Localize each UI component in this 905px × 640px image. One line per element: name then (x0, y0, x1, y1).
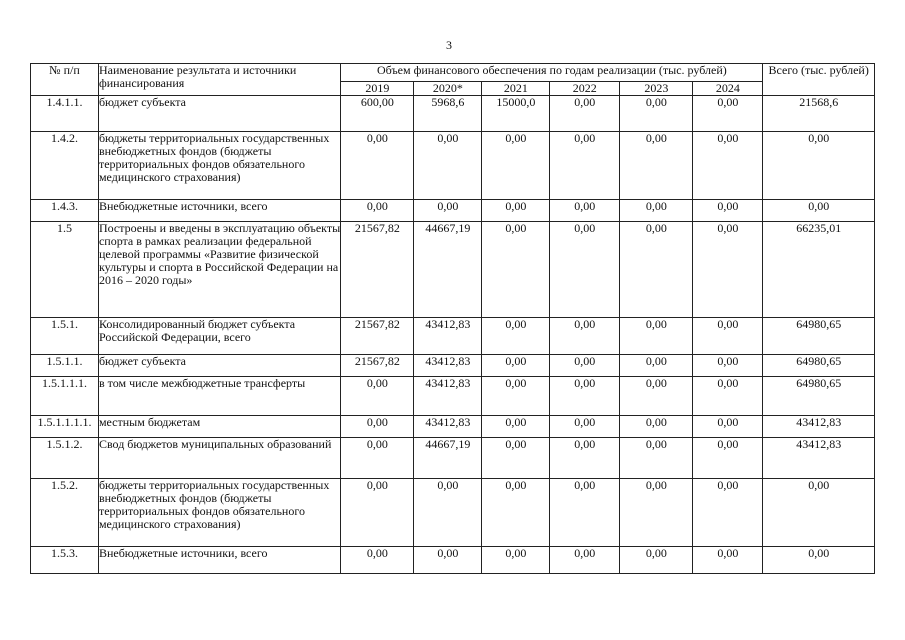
row-name: Внебюджетные источники, всего (98, 200, 340, 222)
row-value: 0,00 (693, 377, 763, 416)
row-code: 1.5 (31, 222, 99, 318)
row-value: 0,00 (482, 355, 550, 377)
row-name: Свод бюджетов муниципальных образований (98, 438, 340, 479)
row-code: 1.5.1. (31, 318, 99, 355)
row-total: 64980,65 (763, 318, 875, 355)
row-code: 1.5.1.1. (31, 355, 99, 377)
row-value: 0,00 (341, 547, 414, 574)
row-value: 0,00 (620, 200, 693, 222)
header-row (31, 64, 875, 82)
row-code: 1.5.1.1.1. (31, 377, 99, 416)
table-row (31, 547, 875, 574)
row-total: 43412,83 (763, 438, 875, 479)
row-value: 0,00 (482, 200, 550, 222)
row-total: 21568,6 (763, 96, 875, 132)
row-value: 0,00 (620, 222, 693, 318)
row-value: 0,00 (620, 438, 693, 479)
row-value: 0,00 (550, 355, 620, 377)
table-row (31, 479, 875, 547)
table-row (31, 132, 875, 200)
row-name: бюджеты территориальных государственных внебюджетных фондов (бюджеты территориальных фондов обязательного медицинского страхования) (98, 132, 340, 200)
row-value: 0,00 (341, 438, 414, 479)
row-total: 0,00 (763, 547, 875, 574)
row-value: 0,00 (414, 132, 482, 200)
row-value: 0,00 (693, 222, 763, 318)
row-value: 0,00 (620, 547, 693, 574)
row-code: 1.4.3. (31, 200, 99, 222)
row-value: 0,00 (482, 132, 550, 200)
row-value: 0,00 (482, 416, 550, 438)
row-value: 0,00 (693, 200, 763, 222)
row-total: 0,00 (763, 200, 875, 222)
row-value: 43412,83 (414, 355, 482, 377)
row-value: 43412,83 (414, 416, 482, 438)
header-num: № п/п (31, 64, 99, 96)
header-year: 2024 (693, 82, 763, 96)
row-code: 1.5.2. (31, 479, 99, 547)
row-name: бюджеты территориальных государственных внебюджетных фондов (бюджеты территориальных фондов обязательного медицинского страхования) (98, 479, 340, 547)
row-value: 0,00 (341, 479, 414, 547)
row-value: 5968,6 (414, 96, 482, 132)
row-total: 66235,01 (763, 222, 875, 318)
header-year: 2019 (341, 82, 414, 96)
row-value: 0,00 (550, 438, 620, 479)
table-row (31, 318, 875, 355)
row-value: 0,00 (620, 132, 693, 200)
row-value: 0,00 (693, 479, 763, 547)
row-value: 21567,82 (341, 222, 414, 318)
row-value: 0,00 (341, 200, 414, 222)
row-value: 0,00 (620, 479, 693, 547)
row-value: 0,00 (693, 438, 763, 479)
row-value: 0,00 (414, 479, 482, 547)
row-value: 0,00 (693, 416, 763, 438)
row-value: 0,00 (550, 132, 620, 200)
row-value: 0,00 (550, 318, 620, 355)
row-value: 0,00 (482, 438, 550, 479)
header-year: 2020* (414, 82, 482, 96)
row-value: 44667,19 (414, 438, 482, 479)
row-total: 64980,65 (763, 377, 875, 416)
header-year: 2022 (550, 82, 620, 96)
row-value: 0,00 (693, 547, 763, 574)
table-body (31, 96, 875, 574)
page-number: 3 (446, 38, 452, 52)
row-code: 1.5.3. (31, 547, 99, 574)
row-total: 0,00 (763, 479, 875, 547)
row-value: 0,00 (414, 547, 482, 574)
row-value: 0,00 (550, 416, 620, 438)
header-name: Наименование результата и источники финансирования (98, 64, 340, 96)
table-row (31, 416, 875, 438)
row-code: 1.4.2. (31, 132, 99, 200)
financing-table (30, 63, 875, 574)
row-value: 0,00 (550, 96, 620, 132)
row-value: 0,00 (550, 200, 620, 222)
row-value: 0,00 (550, 479, 620, 547)
row-value: 0,00 (482, 222, 550, 318)
row-value: 0,00 (341, 416, 414, 438)
row-value: 0,00 (482, 479, 550, 547)
table-row (31, 377, 875, 416)
row-value: 0,00 (550, 222, 620, 318)
row-value: 0,00 (620, 318, 693, 355)
row-value: 0,00 (482, 547, 550, 574)
row-value: 0,00 (482, 377, 550, 416)
row-name: Внебюджетные источники, всего (98, 547, 340, 574)
row-value: 0,00 (341, 132, 414, 200)
row-name: бюджет субъекта (98, 96, 340, 132)
row-value: 21567,82 (341, 355, 414, 377)
row-value: 0,00 (693, 355, 763, 377)
row-total: 0,00 (763, 132, 875, 200)
row-value: 0,00 (693, 318, 763, 355)
table-row (31, 200, 875, 222)
table-row (31, 438, 875, 479)
header-year: 2021 (482, 82, 550, 96)
row-name: Построены и введены в эксплуатацию объекты спорта в рамках реализации федеральной целевой программы «Развитие физической культуры и спорта в Российской Федерации на 2016 – 2020 годы» (98, 222, 340, 318)
row-value: 0,00 (693, 132, 763, 200)
row-value: 0,00 (341, 377, 414, 416)
row-total: 64980,65 (763, 355, 875, 377)
row-value: 0,00 (693, 96, 763, 132)
row-total: 43412,83 (763, 416, 875, 438)
row-code: 1.5.1.1.1.1. (31, 416, 99, 438)
row-value: 0,00 (550, 377, 620, 416)
row-name: в том числе межбюджетные трансферты (98, 377, 340, 416)
row-value: 44667,19 (414, 222, 482, 318)
row-value: 21567,82 (341, 318, 414, 355)
table-row (31, 222, 875, 318)
table-row (31, 96, 875, 132)
row-value: 0,00 (620, 377, 693, 416)
row-value: 0,00 (482, 318, 550, 355)
row-value: 0,00 (620, 355, 693, 377)
row-value: 43412,83 (414, 318, 482, 355)
row-code: 1.4.1.1. (31, 96, 99, 132)
row-name: бюджет субъекта (98, 355, 340, 377)
row-value: 0,00 (620, 96, 693, 132)
row-value: 15000,0 (482, 96, 550, 132)
row-name: местным бюджетам (98, 416, 340, 438)
table-row (31, 355, 875, 377)
header-year: 2023 (620, 82, 693, 96)
row-code: 1.5.1.2. (31, 438, 99, 479)
row-value: 0,00 (414, 200, 482, 222)
row-value: 43412,83 (414, 377, 482, 416)
row-name: Консолидированный бюджет субъекта Российской Федерации, всего (98, 318, 340, 355)
header-total: Всего (тыс. рублей) (763, 64, 875, 96)
row-value: 0,00 (620, 416, 693, 438)
row-value: 600,00 (341, 96, 414, 132)
row-value: 0,00 (550, 547, 620, 574)
header-volume: Объем финансового обеспечения по годам реализации (тыс. рублей) (341, 64, 763, 82)
